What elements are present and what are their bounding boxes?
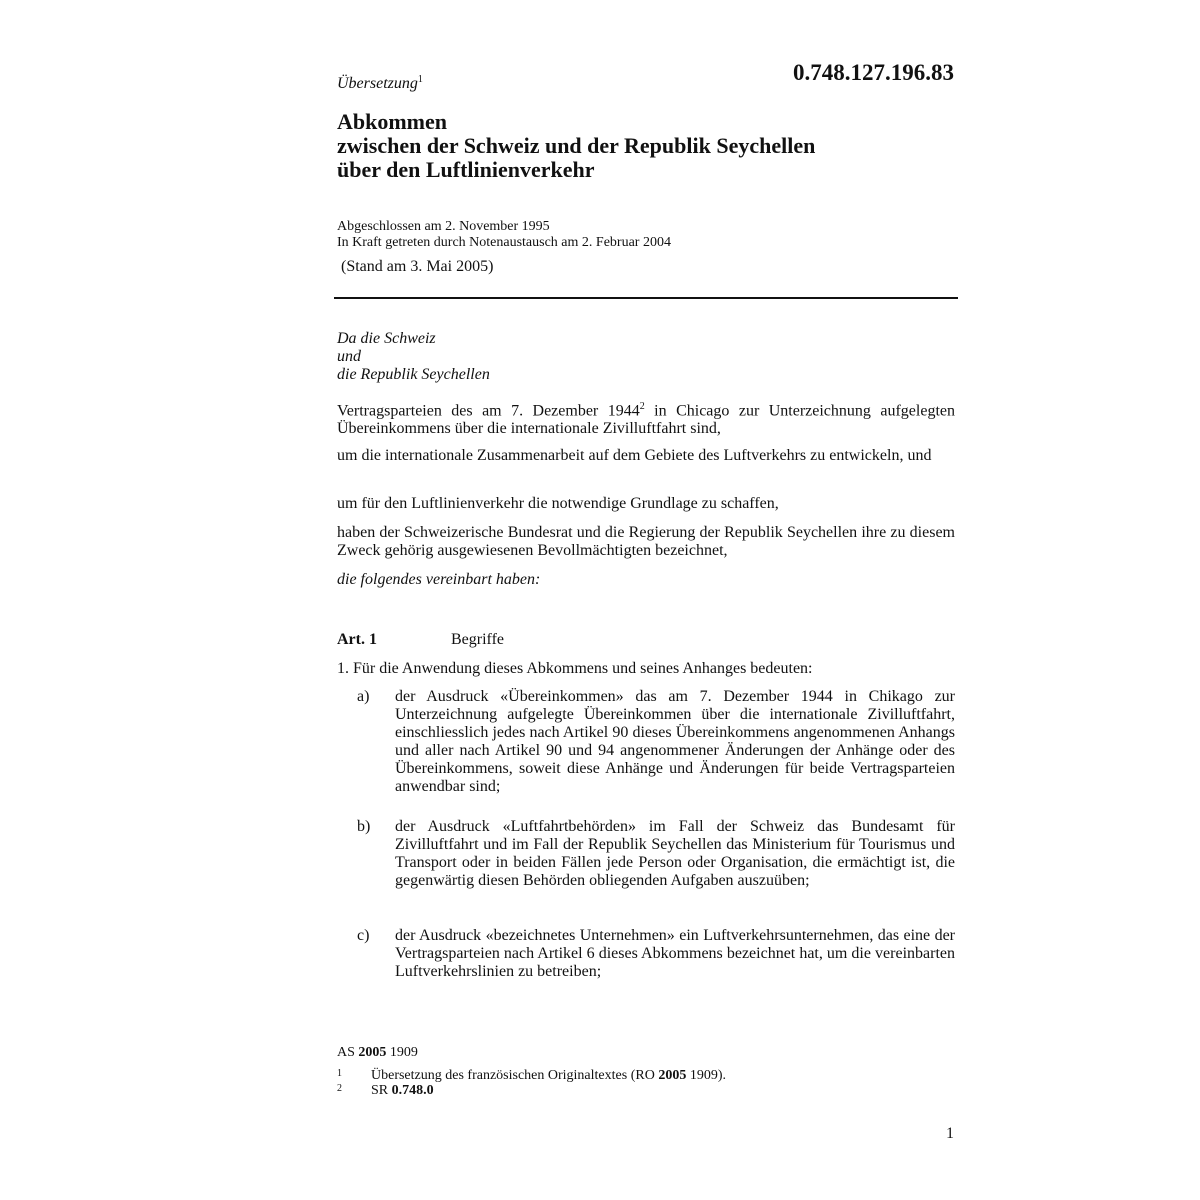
footnote-text-end: 1909). [686,1068,726,1083]
article-number: Art. 1 [337,631,377,648]
translation-label-text: Übersetzung [337,75,418,92]
list-item [357,927,955,981]
list-item [357,688,955,796]
official-collection-reference [337,1045,418,1061]
translation-label [337,74,423,93]
status-date: (Stand am 3. Mai 2005) [341,258,494,275]
footnote-text: Übersetzung des französischen Originaltextes (RO [371,1068,659,1083]
preamble-paragraph-5: die folgendes vereinbart haben: [337,571,541,588]
item-label: b) [357,818,371,835]
title-line-2: zwischen der Schweiz und der Republik Seychellen [337,133,816,158]
preamble-paragraph-4: haben der Schweizerische Bundesrat und die Regierung der Republik Seychellen ihre zu diesem Zweck gehörig ausgewiesenen Bevollmächtigten bezeichnet, [337,524,955,559]
item-text: der Ausdruck «bezeichnetes Unternehmen» ein Luftverkehrsunternehmen, das eine der Vertragsparteien nach Artikel 6 dieses Abkommens bezeichnet hat, um die vereinbarten Luftverkehrslinien zu betreiben; [395,927,955,980]
article-paragraph-1: 1. Für die Anwendung dieses Abkommens und seines Anhanges bedeuten: [337,660,813,677]
item-label: a) [357,688,370,705]
item-label: c) [357,927,370,944]
footnote-number: 2 [337,1083,342,1094]
preamble-parties [337,330,955,384]
title-line-3: über den Luftlinienverkehr [337,157,595,182]
concluded-date: Abgeschlossen am 2. November 1995 [337,219,550,234]
footnote-text: SR [371,1083,392,1098]
footnote-year: 2005 [658,1068,687,1083]
article-title: Begriffe [451,631,505,648]
document-title [337,110,815,182]
footnote-ref-2[interactable]: 2 [639,401,645,412]
footnote-2 [337,1081,434,1098]
in-force-date: In Kraft getreten durch Notenaustausch am 2. Februar 2004 [337,235,671,250]
footnote-number: 1 [337,1068,342,1079]
title-line-1: Abkommen [337,109,448,134]
item-text: der Ausdruck «Übereinkommen» das am 7. Dezember 1944 in Chikago zur Unterzeichnung aufgelegte Übereinkommen über die internationale Zivilluftfahrt, einschliesslich jedes nach Artikel 90 dieses Übereinkommens angenommenen Anhangs und aller nach Artikel 90 und 94 angenommener Änderungen der Anhänge oder des Übereinkommens, soweit diese Anhänge und Änderungen für beide Vertragsparteien anwendbar sind; [395,688,955,795]
preamble-p1-end: in Chicago zur Unterzeichnung aufgelegten Übereinkommens über die internationale Zivilluftfahrt sind, [337,402,955,438]
preamble-p1-start: Vertragsparteien des am 7. Dezember 1944 [337,402,640,420]
list-item [357,818,955,890]
as-page: 1909 [386,1045,418,1060]
footnote-sr-link[interactable]: 0.748.0 [391,1083,434,1098]
article-heading [337,631,504,649]
parties-line-3: die Republik Seychellen [337,366,490,383]
header-divider [334,297,958,299]
as-prefix: AS [337,1045,359,1060]
page-number: 1 [946,1125,954,1142]
preamble-paragraph-1 [337,398,955,438]
as-year: 2005 [358,1045,387,1060]
parties-line-1: Da die Schweiz [337,330,436,347]
item-text: der Ausdruck «Luftfahrtbehörden» im Fall der Schweiz das Bundesamt für Zivilluftfahrt und im Fall der Republik Seychellen das Ministerium für Tourismus und Transport oder in beiden Fällen jede Person oder Organisation, die ermächtigt ist, die gegenwärtig diesen Behörden obliegenden Aufgaben auszuüben; [395,818,955,889]
preamble-paragraph-3: um für den Luftlinienverkehr die notwendige Grundlage zu schaffen, [337,495,779,512]
date-info [337,219,671,251]
parties-line-2: und [337,348,361,365]
sr-number: 0.748.127.196.83 [793,60,954,85]
preamble-paragraph-2: um die internationale Zusammenarbeit auf dem Gebiete des Luftverkehrs zu entwickeln, und [337,447,932,464]
footnote-ref-1[interactable]: 1 [417,74,423,85]
